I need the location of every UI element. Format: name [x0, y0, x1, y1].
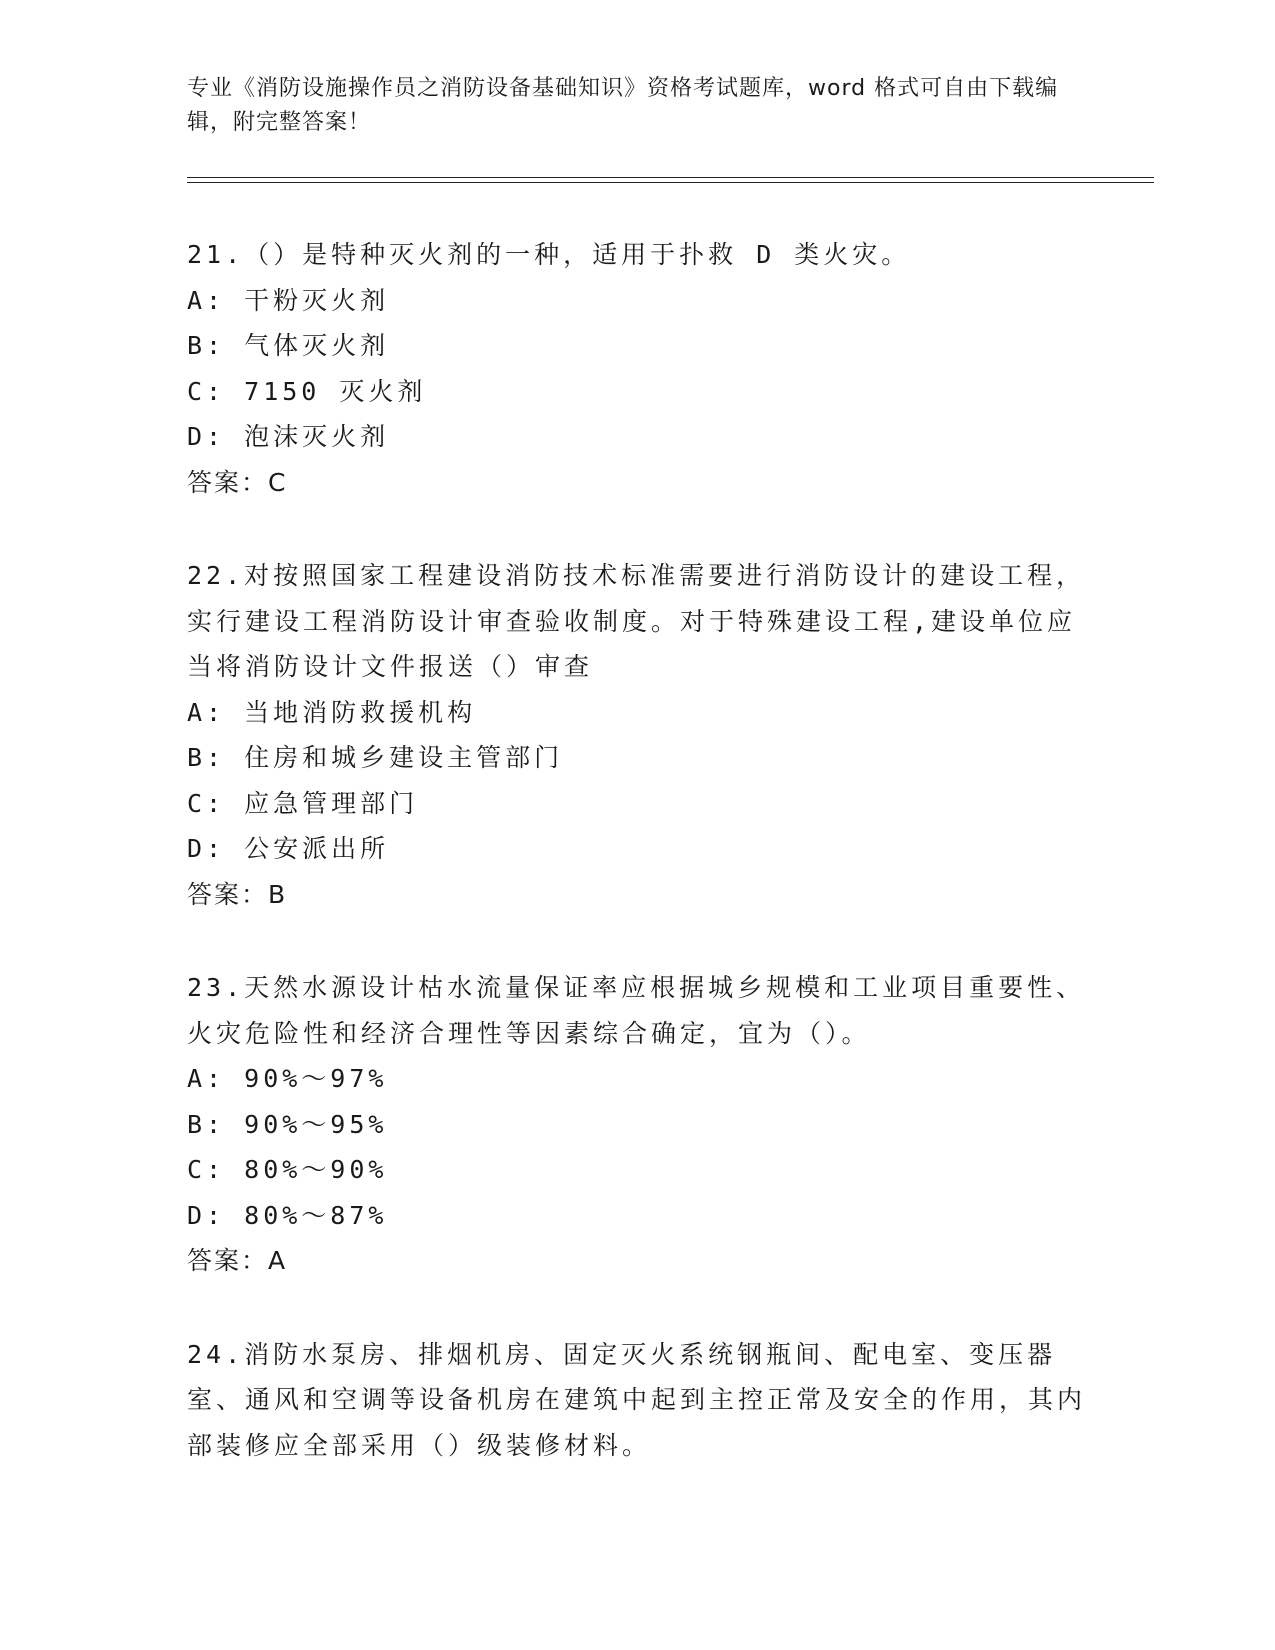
answer-line: 答案：C	[187, 467, 288, 497]
option-c: C: 80%～90%	[187, 1155, 388, 1184]
option-b: B: 90%～95%	[187, 1109, 388, 1139]
option-c: C: 应急管理部门	[187, 788, 419, 818]
option-b: B: 住房和城乡建设主管部门	[187, 743, 564, 772]
option-d: D: 80%～87%	[187, 1200, 388, 1230]
option-d: D: 泡沫灭火剂	[187, 422, 390, 451]
header-divider-top	[187, 177, 1154, 178]
question-stem: 24.消防水泵房、排烟机房、固定灭火系统钢瓶间、配电室、变压器室、通风和空调等设备机房在建筑中起到主控正常及安全的作用，其内部装修应全部采用（）级装修材料。	[187, 1339, 1087, 1460]
question-22	[187, 553, 1087, 917]
answer-line: 答案：A	[187, 1246, 288, 1275]
answer-line: 答案：B	[187, 879, 288, 909]
option-a: A: 90%～97%	[187, 1064, 388, 1093]
option-b: B: 气体灭火剂	[187, 331, 390, 360]
question-stem: 22.对按照国家工程建设消防技术标准需要进行消防设计的建设工程，实行建设工程消防设计审查验收制度。对于特殊建设工程,建设单位应当将消防设计文件报送（）审查	[187, 561, 1086, 681]
question-stem: 23.天然水源设计枯水流量保证率应根据城乡规模和工业项目重要性、火灾危险性和经济合理性等因素综合确定，宜为（）。	[187, 973, 1086, 1048]
question-24	[187, 1332, 1087, 1469]
header-divider-bottom	[187, 182, 1154, 183]
option-d: D: 公安派出所	[187, 834, 390, 863]
question-stem: 21.（）是特种灭火剂的一种，适用于扑救 D 类火灾。	[187, 240, 911, 269]
question-21	[187, 232, 1087, 505]
question-list	[187, 232, 1087, 1516]
option-a: A: 当地消防救援机构	[187, 697, 477, 727]
option-a: A: 干粉灭火剂	[187, 285, 390, 315]
option-c: C: 7150 灭火剂	[187, 376, 427, 406]
document-header: 专业《消防设施操作员之消防设备基础知识》资格考试题库，word 格式可自由下载编辑，附完整答案！	[187, 76, 1059, 135]
question-23	[187, 965, 1087, 1284]
